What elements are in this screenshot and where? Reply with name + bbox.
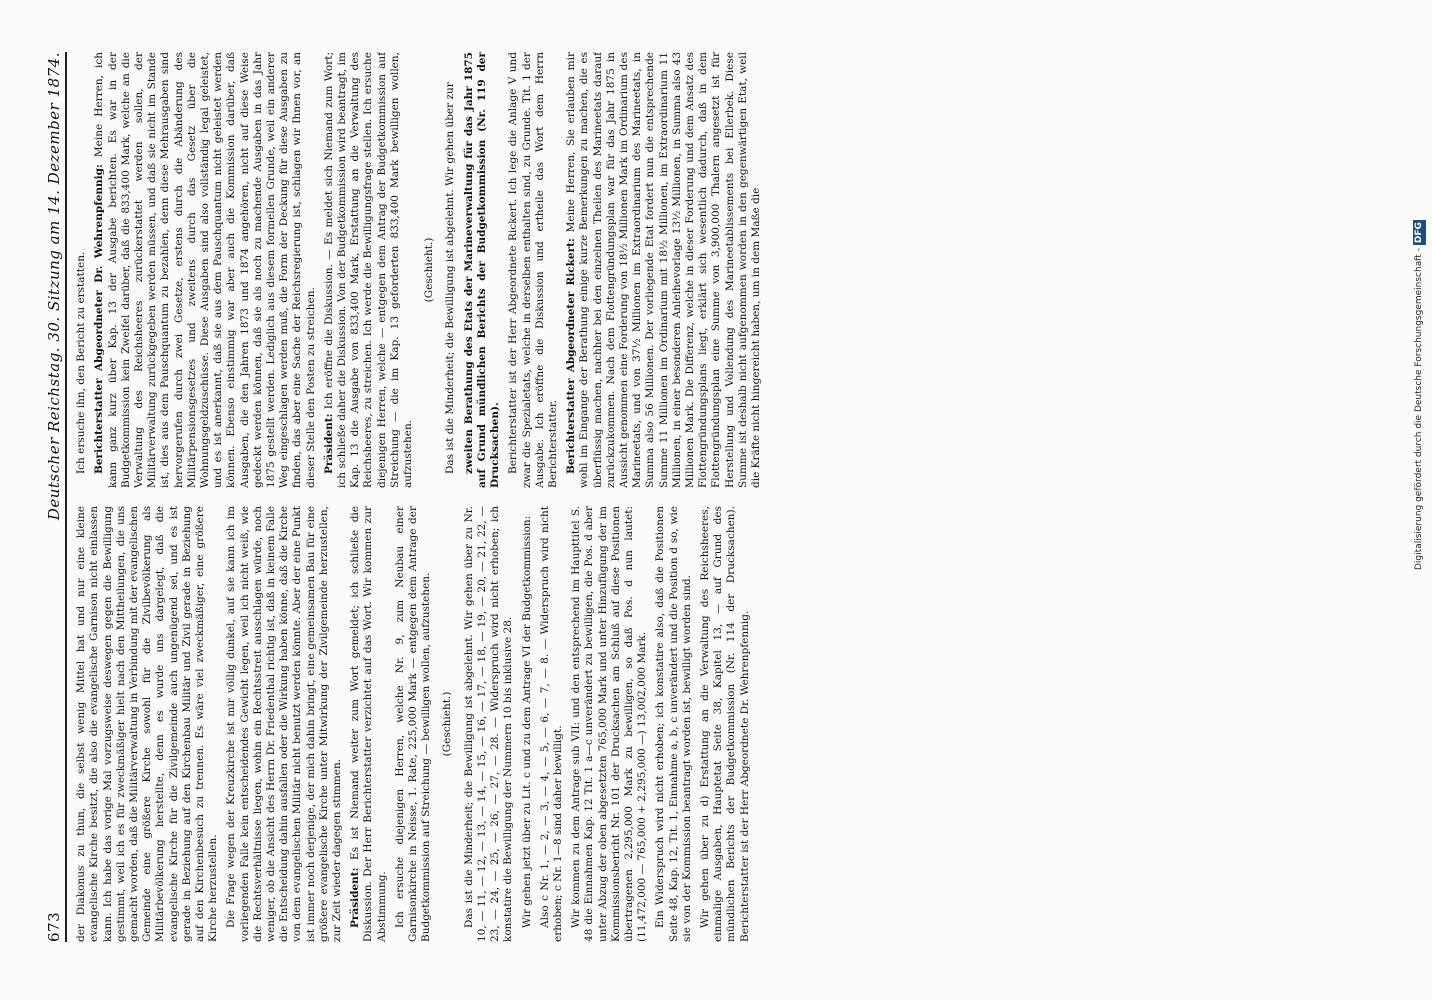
section-heading: zweiten Berathung des Etats der Marineverwaltung für das Jahr 1875 auf Grund mündlichen Berichts der Budgetkommission (Nr. 119 der Drucksachen). [462, 52, 502, 488]
paragraph [565, 52, 763, 488]
left-column [75, 506, 1315, 942]
paragraph: Also c Nr. 1, — 2, — 3, — 4, — 5, — 6, — 7, — 8. — Widerspruch wird nicht erhoben; c Nr. 1—8 sind daher bewilligt. [538, 506, 564, 942]
paragraph: Berichterstatter ist der Herr Abgeordnete Rickert. Ich lege die Anlage V und zwar die Spezialetats, welche in derselben enthalten sind, zu Grunde. Tit. 1 der Ausgabe. Ich eröffne die Diskussion und ertheile das Wort dem Herrn Berichterstatter. [507, 52, 559, 488]
paragraph [93, 52, 317, 488]
speaker-label: Präsident: [349, 867, 362, 928]
paragraph: Ich ersuche diejenigen Herren, welche Nr. 9, zum Neubau einer Garnisonkirche in Neisse, 1. Rate, 225,000 Mark — entgegen dem Antrage der Budgetkommission auf Streichung — bewilligen wollen, aufzustehen. [393, 506, 433, 942]
paragraph: Das ist die Minderheit; die Bewilligung ist abgelehnt. Wir gehen über zur [444, 82, 457, 474]
paragraph [323, 52, 415, 488]
stage-direction: (Geschieht.) [441, 691, 454, 757]
paragraph [349, 506, 389, 942]
paragraph: Das ist die Minderheit; die Bewilligung ist abgelehnt. Wir gehen über zu Nr. 10, — 11, — 12, — 13, — 14, — 15, — 16, — 17, — 18, — 19, — 20, — 21, 22, — 23, — 24, — 25, — 26, — 27, — 28. — Widerspruch wird nicht erhoben; ich konstatire die Bewilligung der Nummern 10 bis inklusive 28. [462, 506, 515, 942]
paragraph: Wir gehen jetzt über zu Lit. c und zu dem Antrage VI der Budgetkommission: [520, 515, 533, 928]
stage-direction: (Geschieht.) [423, 237, 436, 303]
paragraph: Ich ersuche ihn, den Bericht zu erstatten. [75, 251, 88, 474]
speech-text: Meine Herren, ich kann ganz kurz über Kap. 13 der Ausgabe berichten. Es war in der Budgetkommission kein Zweifel darüber, daß die 833,400 Mark, welche an die Verwaltung des Reichsheeres zurückerstattet werden sollen, der Militärverwaltung zurückgegeben werden müssen, und daß sie nicht im Stande ist, dies aus dem Pauschquantum zu bezahlen, denn diese Mehrausgaben sind hervorgerufen durch zwei Gesetze, erstens durch die Abänderung des Militärpensionsgesetzes und zweitens durch das Gesetz über die Wohnungsgeldzuschüsse. Diese Ausgaben sind also vollständig legal geleistet, und es ist anerkannt, daß sie aus dem Pauschquantum nicht geleistet werden können. Ebenso einstimmig war aber auch die Kommission darüber, daß Ausgaben, die den Jahren 1873 und 1874 angehören, nicht auf diese Weise gedeckt werden können, daß sie als noch zu machende Ausgaben in das Jahr 1875 gestellt werden. Lediglich aus diesem formellen Grunde, weil ein anderer Weg eingeschlagen werden muß, die Form der Deckung für diese Ausgaben zu finden, das aber eine Sache der Reichsregierung ist, schlagen wir Ihnen vor, an dieser Stelle den Posten zu streichen. [93, 52, 317, 488]
paragraph: Ein Widerspruch wird nicht erhoben; ich konstatire also, daß die Positionen Seite 48, Kap. 12, Tit. 1, Einnahme a, b, c unverändert und die Position d so, wie sie von der Kommission beantragt worden ist, bewilligt worden sind. [654, 506, 693, 942]
speaker-label: Berichterstatter Abgeordneter Dr. Wehrenpfennig: [93, 164, 106, 474]
page-title: Deutscher Reichstag. 30. Sitzung am 14. Dezember 1874. [45, 52, 63, 521]
text-columns [75, 52, 1315, 942]
speaker-label: Berichterstatter Abgeordneter Rickert: [565, 238, 578, 474]
page-header [45, 52, 67, 942]
speech-text: Es ist Niemand weiter zum Wort gemeldet; ich schließe die Diskussion. Der Herr Berichterstatter verzichtet auf das Wort. Wir kommen zur Abstimmung. [349, 506, 388, 942]
digitization-credit [1413, 220, 1426, 570]
dfg-logo: DFG [1413, 220, 1426, 245]
right-column [75, 52, 1315, 488]
paragraph: der Diakonus zu thun, die selbst wenig Mittel hat und nur eine kleine evangelische Kirche besitzt, die also die evangelische Garnison nicht einlassen kann. Ich habe das vorige Mal vorzugsweise deswegen gegen die Bewilligung gestimmt, weil ich es für zweckmäßiger hielt nach den Mittheilungen, die uns gemacht worden, daß die Militärverwaltung in Verbindung mit der evangelischen Gemeinde eine größere Kirche sowohl für die Zivilbevölkerung als Militärbevölkerung herstellte, denn es wurde uns dargelegt, daß die evangelische Kirche für die Zivilgemeinde auch ungenügend sei, und es ist gerade in Beziehung auf den Kirchenbau Militär und Zivil gerade in Beziehung auf den Kirchenbesuch zu trennen. Es wäre viel zweckmäßiger, eine größere Kirche herzustellen. [75, 506, 220, 942]
paragraph: Wir kommen zu dem Antrage sub VII: und den entsprechend im Haupttitel S. 48 die Einnahmen Kap. 12 Tit. 1 a—c unverändert zu bewilligen, die Pos. d aber unter Abzug der oben abgesetzten 765,000 Mark und unter Hinzufügung der im Kommissionsbericht Nr. 101 der Drucksachen am Schluß auf diese Positionen übertragenen 2,295,000 Mark zu bewilligen, so daß Pos. d nun lautet: (11,472,000 — 765,000 + 2,295,000 —) 13,002,000 Mark. [570, 506, 649, 942]
speaker-label: Präsident: [322, 413, 335, 474]
page-number: 673 [45, 911, 63, 942]
paragraph: Die Frage wegen der Kreuzkirche ist mir völlig dunkel, auf sie kann ich im vorliegenden Falle kein entscheidendes Gewicht legen, weil ich nicht weiß, wie die Rechtsverhältnisse liegen, wohin ein Rechtsstreit ausschlagen würde, noch weniger, ob die Ansicht des Herrn Dr. Friedenthal richtig ist, daß in keinem Falle die Entscheidung dahin ausfallen oder die Wirkung haben könne, daß die Kirche von dem evangelischen Militär nicht benutzt werden könnte. Aber der eine Punkt ist immer noch derjenige, der mich dahin bringt, eine gemeinsamen Bau für eine größere evangelische Kirche unter Mitwirkung der Zivilgemeinde herzustellen, zur Zeit wieder dagegen stimmen. [225, 506, 344, 942]
speech-text: Ich eröffne die Diskussion. — Es meldet sich Niemand zum Wort; ich schließe daher die Diskussion. Von der Budgetkommission wird beantragt, im Kap. 13 die Ausgabe von 833,400 Mark, Erstattung an die Verwaltung des Reichsheeres, zu streichen. Ich werde die Bewilligungsfrage stellen. Ich ersuche diejenigen Herren, welche — entgegen dem Antrag der Budgetkommission auf Streichung — die im Kap. 13 geforderten 833,400 Mark bewilligen wollen, aufzustehen. [322, 52, 415, 488]
credit-text: Digitalisierung gefördert durch die Deutsche Forschungsgemeinschaft - [1413, 248, 1424, 570]
speech-text: Meine Herren, Sie erlauben mir wohl im Eingange der Berathung einige kurze Bemerkungen zu machen, die es überflüssig machen, nachher bei den einzelnen Theilen des Marineetats darauf zurückzukommen. Nach dem Flottengründungsplan war für das Jahr 1875 in Aussicht genommen eine Forderung von 18½ Millionen Mark im Ordinarium des Marineetats, und von 37½ Millionen im Extraordinarium des Marineetats, in Summa also 56 Millionen. Der vorliegende Etat fordert nun die entsprechende Summe 11 Millionen im Ordinarium mit 18½ Millionen, im Extraordinarium 11 Millionen, in einer besonderen Anleihevorlage 13½ Millionen, in Summa also 43 Millionen Mark. Die Differenz, welche in dieser Forderung und dem Ansatz des Flottengründungsplans liegt, erklärt sich wesentlich dadurch, daß in dem Flottengründungsplan eine Summe von 3,900,000 Thalern angesetzt ist für Herstellung und Vollendung des Marineetablissements bei Ellerbek. Diese Summe ist deshalb nicht aufgenommen worden in den gegenwärtigen Etat, weil die Kräfte nicht hingereicht haben, um in dem Maße die [565, 52, 762, 488]
paragraph: Wir gehen über zu d) Erstattung an die Verwaltung des Reichsheeres, einmalige Ausgaben, Hauptetat Seite 38, Kapitel 13, — auf Grund des mündlichen Berichts der Budgetkommission (Nr. 114 der Drucksachen). Berichterstatter ist der Herr Abgeordnete Dr. Wehrenpfennig. [698, 506, 751, 942]
